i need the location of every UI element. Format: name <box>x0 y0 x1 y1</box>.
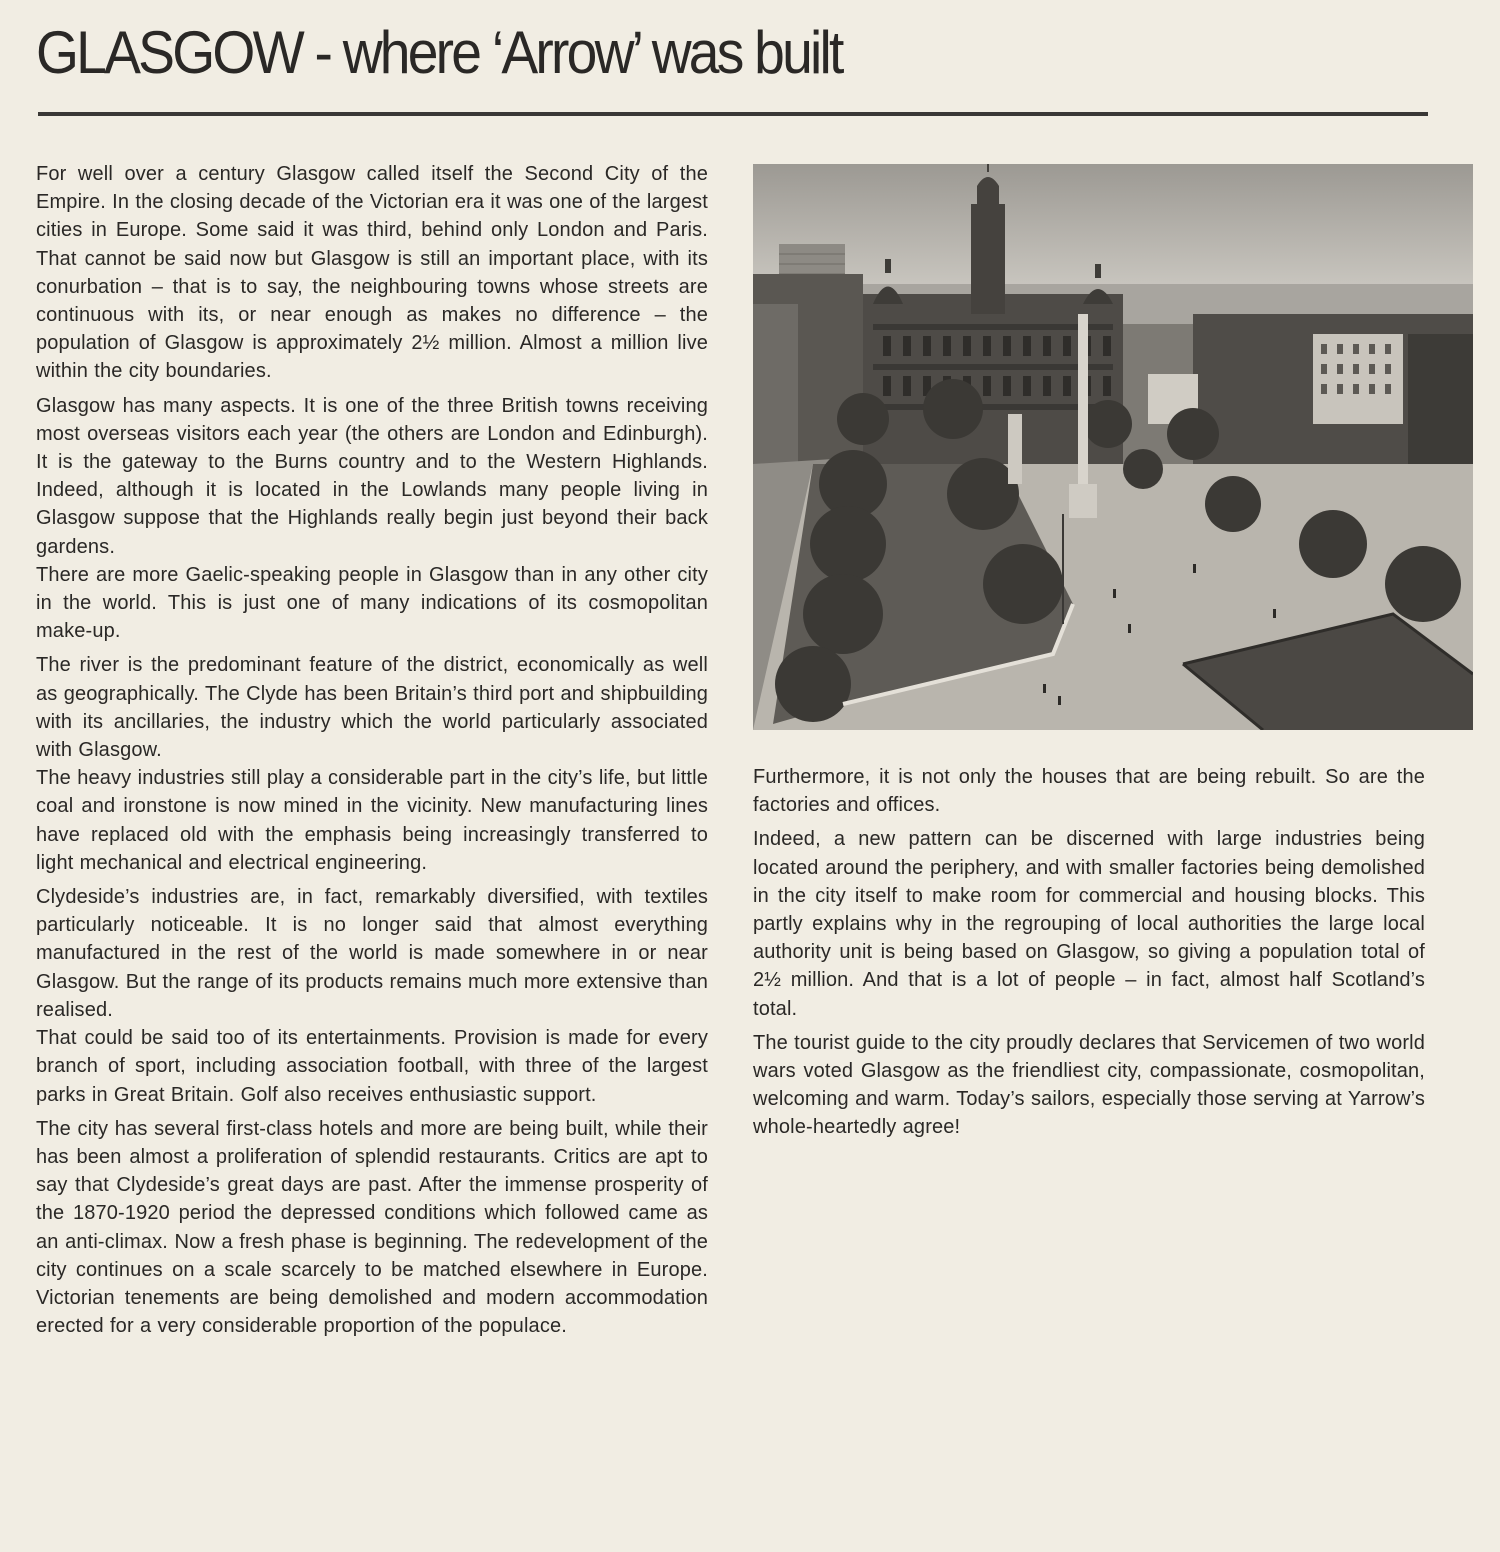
paragraph-gaelic: There are more Gaelic-speaking people in Glasgow than in any other city in the world. This is just one of many indications of its cosmopolitan make-up. <box>36 563 708 643</box>
cenotaph <box>1008 414 1022 484</box>
page-title: GLASGOW - where ‘Arrow’ was built <box>36 19 842 86</box>
paragraph-clydeside-industries: Clydeside’s industries are, in fact, remarkably diversified, with textiles particularly noticeable. It is no longer said that almost everything manufactured in the rest of the world is made somewhere in or near Glasgow. But the range of its products remains much more extensive than realised. <box>36 886 708 1021</box>
paragraph-tourist-guide: The tourist guide to the city proudly declares that Servicemen of two world wars voted Glasgow as the friendliest city, compassionate, cosmopolitan, welcoming and warm. Today’s sailors, especially those serving at Yarrow’s whole-heartedly agree! <box>753 1031 1426 1139</box>
scott-monument-column <box>1078 314 1088 484</box>
paragraph-hotels-redevelopment: The city has several first-class hotels and more are being built, while their has been almost a proliferation of splendid restaurants. Critics are apt to say that Clydeside’s great days are past. After the immense prosperity of the 1870-1920 period the depressed conditions which followed came as an anti-climax. Now a fresh phase is beginning. The redevelopment of the city continues on a scale scarcely to be matched elsewhere in Europe. Victorian tenements are being demolished and modern accommodation erected for a very considerable proportion of the populace. <box>36 1117 708 1338</box>
paragraph-entertainments: That could be said too of its entertainments. Provision is made for every branch of sport, including association football, with three of the largest parks in Great Britain. Golf also receives enthusiastic support. <box>36 1027 708 1106</box>
paragraph-aspects: Glasgow has many aspects. It is one of the three British towns receiving most overseas visitors each year (the others are London and Edinburgh). It is the gateway to the Burns country and to the Western Highlands. Indeed, although it is located in the Lowlands many people living in Glasgow suppose that the Highlands really begin just beyond their back gardens. <box>36 394 708 558</box>
paragraph-second-city: For well over a century Glasgow called itself the Second City of the Empire. In the closing decade of the Victorian era it was one of the largest cities in Europe. Some said it was third, behind only London and Paris. That cannot be said now but Glasgow is still an important place, with its conurbation – that is to say, the neighbouring towns whose streets are continuous with its, or near enough as makes no difference – the population of Glasgow is approximately 2½ million. Almost a million live within the city boundaries. <box>36 163 708 383</box>
right-column <box>753 763 1425 1142</box>
george-square-photo <box>753 164 1473 730</box>
paragraph-heavy-industries: The heavy industries still play a considerable part in the city’s life, but little coal and ironstone is now mined in the vicinity. New manufacturing lines have replaced old with the emphasis being increasingly transferred to light mechanical and electrical engineering. <box>36 767 708 874</box>
title-divider <box>38 112 1428 116</box>
city-square-illustration <box>753 164 1473 730</box>
paragraph-furthermore: Furthermore, it is not only the houses that are being rebuilt. So are the factories and offices. <box>753 766 1425 817</box>
paragraph-new-pattern: Indeed, a new pattern can be discerned with large industries being located around the periphery, and with smaller factories being demolished in the city itself to make room for commercial and housing blocks. This partly explains why in the regrouping of local authorities the large local authority unit is being based on Glasgow, so giving a population total of 2½ million. And that is a lot of people – in fact, almost half Scotland’s total. <box>753 828 1425 1020</box>
clock-tower <box>971 204 1005 314</box>
left-column <box>36 160 708 1340</box>
paragraph-river: The river is the predominant feature of the district, economically as well as geographically. The Clyde has been Britain’s third port and shipbuilding with its ancillaries, the industry which the world particularly associated with Glasgow. <box>36 654 708 762</box>
